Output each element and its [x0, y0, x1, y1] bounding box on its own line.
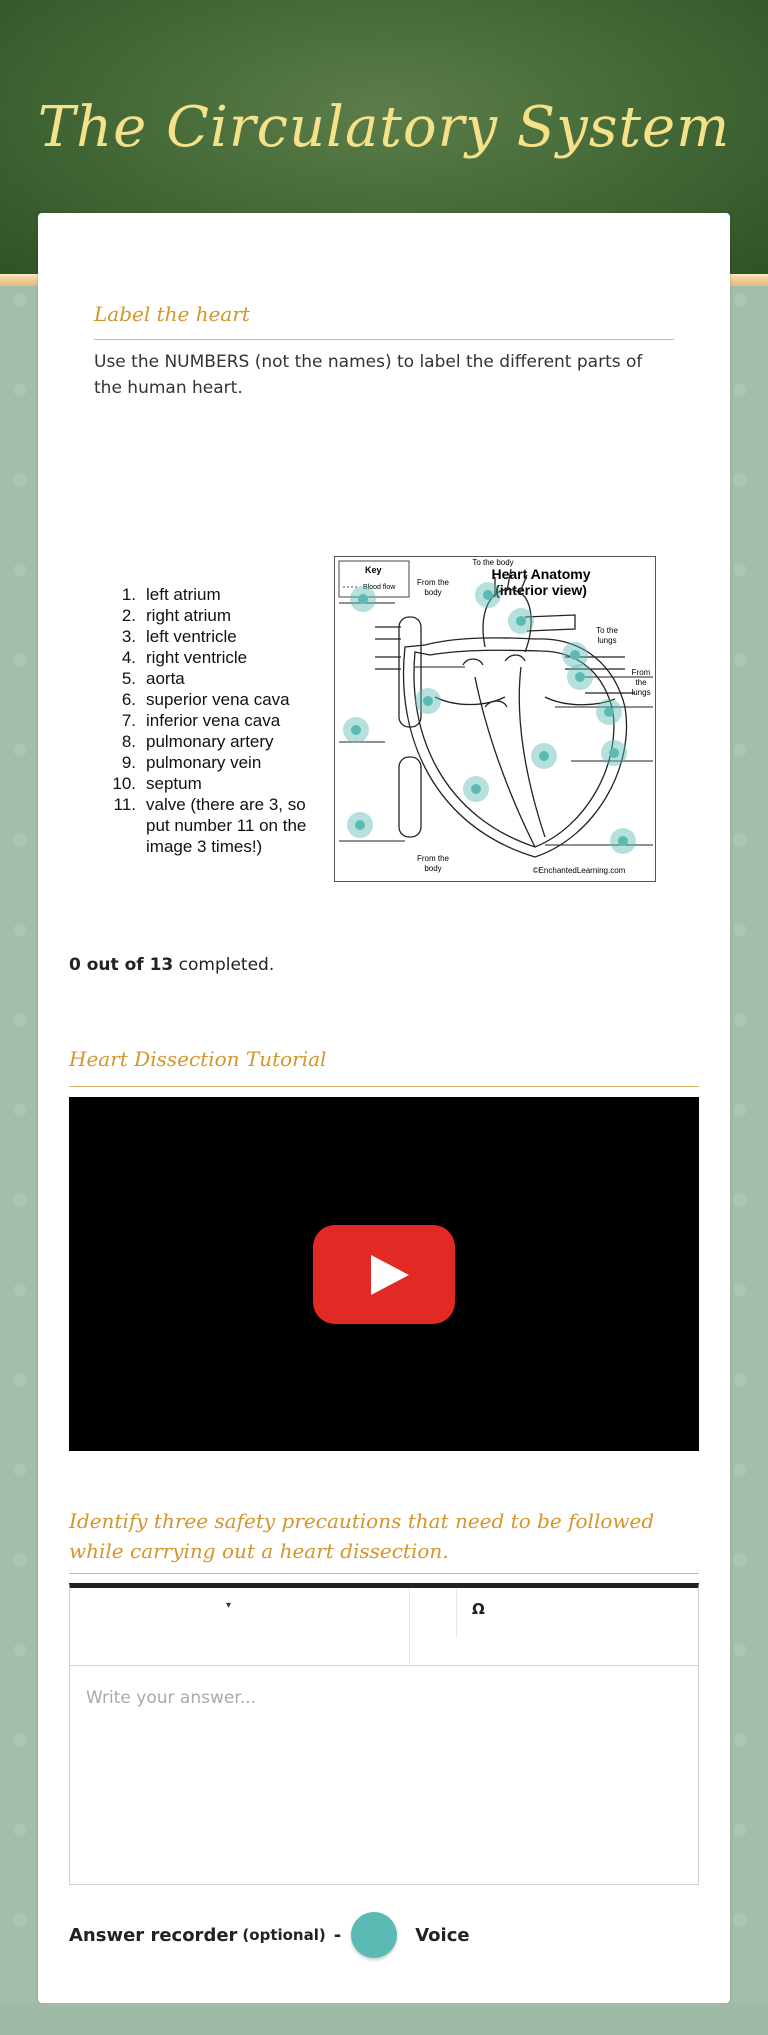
answer-recorder: [69, 1912, 470, 1958]
recorder-label: Answer recorder: [69, 1924, 238, 1946]
label-to-lungs-1: To the: [596, 626, 618, 635]
label-from-body-bottom-1: From the: [416, 854, 450, 863]
label-from-lungs-2: the: [635, 678, 647, 687]
list-item: 4. right ventricle: [121, 648, 248, 667]
section-divider: [94, 339, 674, 340]
list-item: 8. pulmonary artery: [121, 732, 274, 751]
page-title: The Circulatory System: [37, 95, 731, 160]
label-hotspot[interactable]: [475, 582, 501, 608]
special-characters-button[interactable]: Ω: [472, 1600, 485, 1618]
diagram-credit: ©EnchantedLearning.com: [532, 866, 626, 875]
list-item: 9. pulmonary vein: [121, 753, 262, 772]
section-title-label-heart: Label the heart: [94, 302, 250, 326]
toolbar-divider: [456, 1588, 457, 1638]
diagram-title: Heart Anatomy: [491, 566, 591, 582]
list-item: 6. superior vena cava: [121, 690, 290, 709]
list-item: 1. left atrium: [121, 585, 221, 604]
label-hotspot[interactable]: [531, 743, 557, 769]
label-hotspot[interactable]: [596, 699, 622, 725]
list-item: 5. aorta: [121, 669, 185, 688]
key-title: Key: [365, 565, 382, 575]
progress-text: [69, 955, 274, 975]
recorder-optional: (optional): [242, 1926, 326, 1944]
format-dropdown[interactable]: [70, 1588, 410, 1666]
progress-count: 0 out of 13: [69, 955, 174, 975]
label-hotspot[interactable]: [601, 740, 627, 766]
voice-record-button[interactable]: [351, 1912, 397, 1958]
label-hotspot[interactable]: [415, 688, 441, 714]
list-item: 11. valve (there are 3, so put number 11 on the image 3 times!): [113, 795, 307, 856]
voice-label: Voice: [415, 1924, 470, 1946]
diagram-subtitle: (interior view): [495, 582, 587, 598]
play-icon: [371, 1255, 409, 1295]
label-to-lungs-2: lungs: [597, 636, 617, 645]
label-hotspot[interactable]: [610, 828, 636, 854]
play-button[interactable]: [313, 1225, 455, 1324]
label-hotspot[interactable]: [347, 812, 373, 838]
label-hotspot[interactable]: [508, 608, 534, 634]
heart-diagram: [334, 556, 656, 882]
section-divider: [69, 1086, 699, 1087]
progress-suffix: completed.: [173, 955, 275, 975]
label-from-lungs-3: lungs: [631, 688, 651, 697]
instructions-text: Use the NUMBERS (not the names) to label the different parts of the human heart.: [94, 352, 643, 398]
key-item: Blood flow: [363, 584, 396, 591]
section-title-safety: Identify three safety precautions that need to be followed while carrying out a heart dissection.: [69, 1509, 655, 1563]
section-title-dissection: Heart Dissection Tutorial: [69, 1047, 327, 1071]
label-hotspot[interactable]: [343, 717, 369, 743]
video-player[interactable]: [69, 1097, 699, 1451]
label-hotspot[interactable]: [567, 664, 593, 690]
section-divider: [69, 1573, 699, 1574]
label-from-body-top-2: body: [424, 588, 442, 597]
chevron-down-icon: ▾: [226, 1600, 232, 1611]
answer-editor: [69, 1583, 699, 1885]
list-item: 7. inferior vena cava: [121, 711, 281, 730]
answer-input[interactable]: Write your answer...: [86, 1688, 256, 1708]
label-to-body: To the body: [472, 558, 514, 567]
label-from-lungs-1: From: [631, 668, 651, 677]
heart-parts-list: [108, 584, 328, 857]
label-from-body-bottom-2: body: [424, 864, 442, 873]
label-hotspot[interactable]: [350, 586, 376, 612]
recorder-dash: -: [333, 1924, 342, 1946]
editor-toolbar: [70, 1588, 698, 1666]
list-item: 2. right atrium: [121, 606, 232, 625]
bottom-background: [0, 2003, 768, 2035]
label-hotspot[interactable]: [463, 776, 489, 802]
label-from-body-top-1: From the: [416, 578, 450, 587]
list-item: 3. left ventricle: [121, 627, 237, 646]
list-item: 10. septum: [112, 774, 202, 793]
